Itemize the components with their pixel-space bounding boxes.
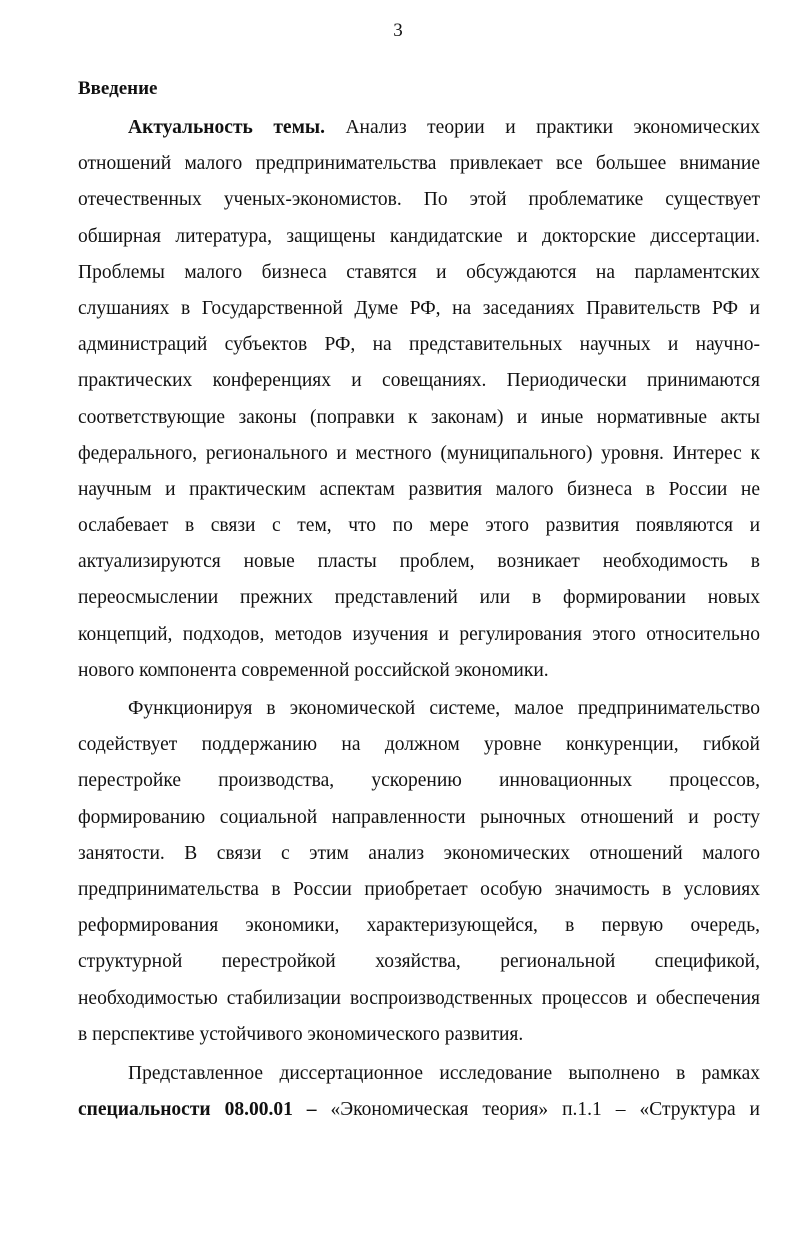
paragraph-specialty bbox=[78, 1056, 760, 1128]
text-line: перестройке производства, ускорению инновационных процессов, bbox=[78, 770, 760, 792]
text-line: научным и практическим аспектам развития малого бизнеса в России не bbox=[78, 478, 760, 500]
text-line: Актуальность темы. Анализ теории и практики экономических bbox=[128, 117, 761, 138]
text-line: актуализируются новые пласты проблем, возникает необходимость в bbox=[78, 551, 760, 573]
text-line: Функционируя в экономической системе, малое предпринимательство bbox=[128, 698, 760, 719]
bold-lead: Актуальность темы. bbox=[128, 117, 325, 138]
text-line: занятости. В связи с этим анализ экономических отношений малого bbox=[78, 842, 760, 864]
text-line: необходимостью стабилизации воспроизводственных процессов и обеспечения bbox=[78, 987, 760, 1009]
text-line: формированию социальной направленности рыночных отношений и росту bbox=[78, 806, 760, 828]
text-line: предпринимательства в России приобретает особую значимость в условиях bbox=[78, 878, 760, 900]
text-line: структурной перестройкой хозяйства, региональной спецификой, bbox=[78, 951, 760, 973]
text-line: практических конференциях и совещаниях. Периодически принимаются bbox=[78, 370, 760, 392]
text-line: концепций, подходов, методов изучения и регулирования этого относительно bbox=[78, 623, 760, 645]
text-line: переосмыслении прежних представлений или в формировании новых bbox=[78, 587, 760, 609]
page-number: 3 bbox=[393, 20, 403, 41]
paragraph-functioning bbox=[78, 691, 760, 1053]
text-line: нового компонента современной российской экономики. bbox=[78, 659, 549, 681]
text-line: обширная литература, защищены кандидатские и докторские диссертации. bbox=[78, 225, 760, 247]
text-line: отношений малого предпринимательства привлекает все большее внимание bbox=[78, 153, 760, 175]
bold-specialty: специальности 08.00.01 – bbox=[78, 1099, 317, 1121]
text-line: слушаниях в Государственной Думе РФ, на заседаниях Правительств РФ и bbox=[78, 297, 760, 319]
text-line: отечественных ученых-экономистов. По этой проблематике существует bbox=[78, 189, 760, 211]
text-line: федерального, регионального и местного (муниципального) уровня. Интерес к bbox=[78, 442, 760, 464]
text-line: реформирования экономики, характеризующейся, в первую очередь, bbox=[78, 915, 760, 937]
document-body bbox=[78, 110, 760, 1128]
text-line: содействует поддержанию на должном уровне конкуренции, гибкой bbox=[78, 734, 760, 756]
text-line: Проблемы малого бизнеса ставятся и обсуждаются на парламентских bbox=[78, 261, 760, 283]
text-line: администраций субъектов РФ, на представительных научных и научно- bbox=[78, 334, 760, 356]
text-line: в перспективе устойчивого экономического развития. bbox=[78, 1023, 524, 1045]
paragraph-relevance bbox=[78, 110, 760, 689]
section-heading: Введение bbox=[78, 78, 158, 99]
text-line: специальности 08.00.01 – «Экономическая теория» п.1.1 – «Структура и bbox=[78, 1099, 760, 1121]
text-line: соответствующие законы (поправки к законам) и иные нормативные акты bbox=[78, 406, 760, 428]
text-line: Представленное диссертационное исследование выполнено в рамках bbox=[128, 1062, 760, 1084]
text-line: ослабевает в связи с тем, что по мере этого развития появляются и bbox=[78, 515, 760, 537]
